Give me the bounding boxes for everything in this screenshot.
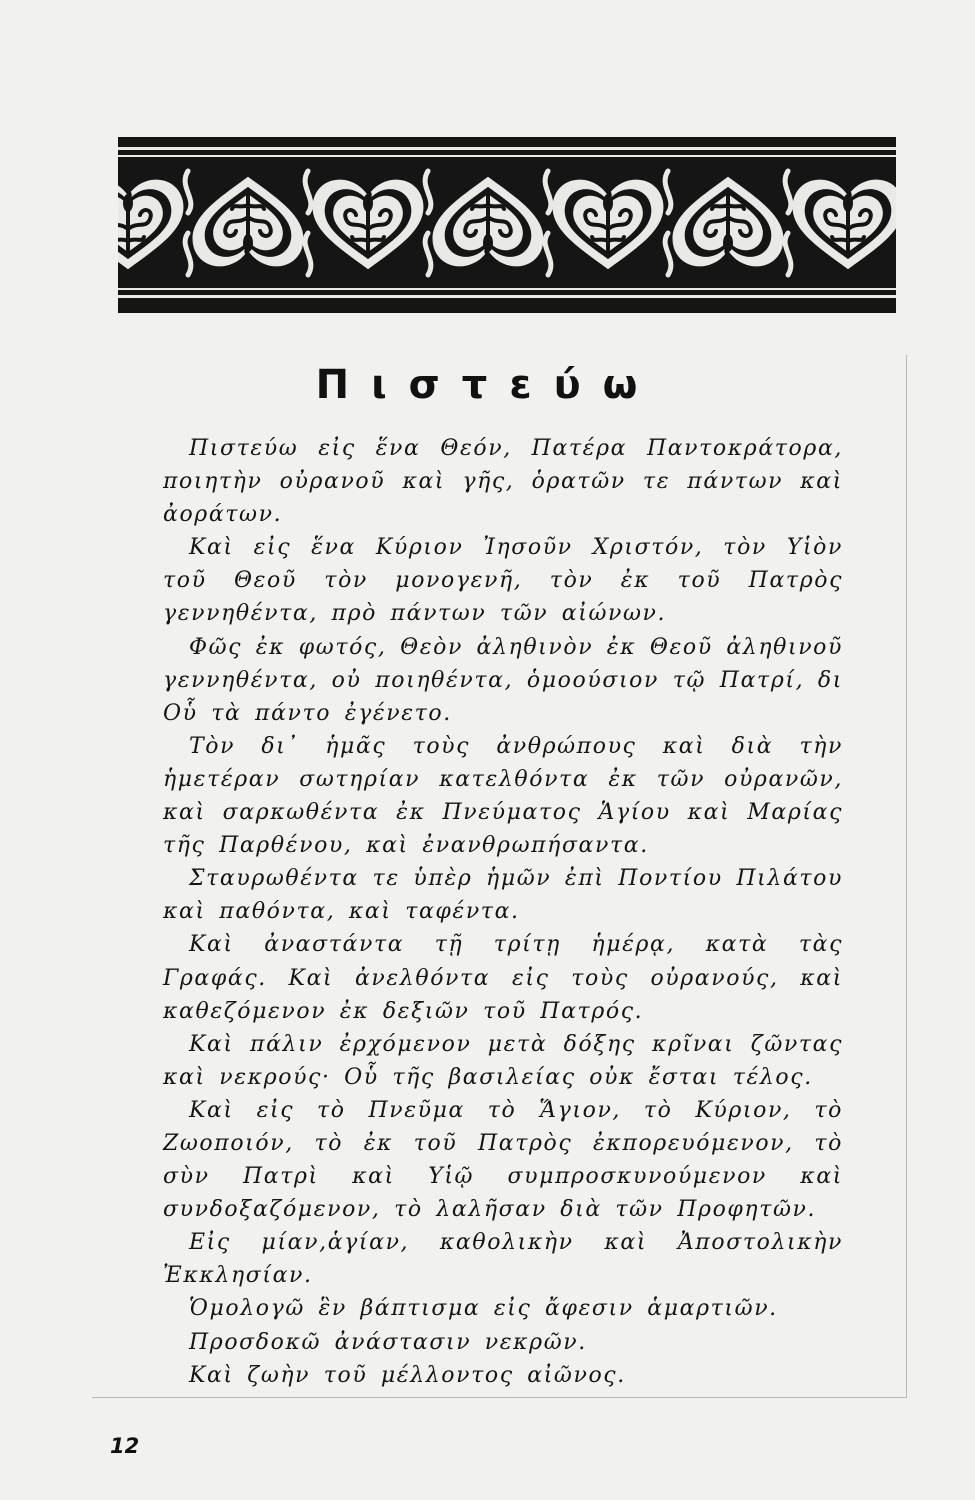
page-number: 12: [110, 1434, 140, 1458]
creed-paragraph: Καὶ ζωὴν τοῦ μέλλοντος αἰῶνος.: [189, 1362, 626, 1388]
creed-paragraph: Τὸν δι᾽ ἡμᾶς τοὺς ἀνθρώπους καὶ διὰ τὴν ἡμετέραν σωτηρίαν κατελθόντα ἐκ τῶν οὐρανῶν, καὶ σαρκωθέντα ἐκ Πνεύματος Ἁγίου καὶ Μαρίας τῆς Παρθένου, καὶ ἐνανθρωπήσαντα.: [163, 733, 843, 859]
ornamental-border: [118, 137, 896, 313]
heart-ornament-band: [118, 137, 896, 313]
creed-paragraph: Καὶ εἰς ἕνα Κύριον Ἰησοῦν Χριστόν, τὸν Υἱὸν τοῦ Θεοῦ τὸν μονογενῆ, τὸν ἐκ τοῦ Πατρὸς γεννηθέντα, πρὸ πάντων τῶν αἰώνων.: [163, 535, 843, 627]
creed-text: [163, 432, 843, 1392]
creed-paragraph: Ὁμολογῶ ἓν βάπτισμα εἰς ἄφεσιν ἁμαρτιῶν.: [189, 1296, 778, 1322]
creed-paragraph: Εἰς μίαν,ἁγίαν, καθολικὴν καὶ Ἀποστολικὴν Ἐκκλησίαν.: [163, 1230, 843, 1289]
creed-paragraph: Σταυρωθέντα τε ὑπὲρ ἡμῶν ἐπὶ Ποντίου Πιλάτου καὶ παθόντα, καὶ ταφέντα.: [163, 866, 843, 925]
creed-paragraph: Καὶ πάλιν ἐρχόμενον μετὰ δόξης κρῖναι ζῶντας καὶ νεκρούς· Οὗ τῆς βασιλείας οὐκ ἔσται τέλος.: [163, 1031, 843, 1090]
page-title: Πιστεύω: [315, 362, 660, 408]
creed-paragraph: Προσδοκῶ ἀνάστασιν νεκρῶν.: [189, 1329, 587, 1355]
creed-paragraph: Καὶ εἰς τὸ Πνεῦμα τὸ Ἅγιον, τὸ Κύριον, τὸ Ζωοποιόν, τὸ ἐκ τοῦ Πατρὸς ἐκπορευόμενον, τὸ σὺν Πατρὶ καὶ Υἱῷ συμπροσκυνούμενον καὶ συνδοξαζόμενον, τὸ λαλῆσαν διὰ τῶν Προφητῶν.: [163, 1097, 843, 1223]
creed-paragraph: Φῶς ἐκ φωτός, Θεὸν ἀληθινὸν ἐκ Θεοῦ ἀληθινοῦ γεννηθέντα, οὐ ποιηθέντα, ὁμοούσιον τῷ Πατρί, δι Οὗ τὰ πάντο ἐγένετο.: [163, 634, 843, 726]
creed-paragraph: Πιστεύω εἰς ἕνα Θεόν, Πατέρα Παντοκράτορα, ποιητὴν οὐρανοῦ καὶ γῆς, ὁρατῶν τε πάντων καὶ ἀοράτων.: [163, 436, 843, 528]
creed-paragraph: Καὶ ἀναστάντα τῇ τρίτῃ ἡμέρᾳ, κατὰ τὰς Γραφάς. Καὶ ἀνελθόντα εἰς τοὺς οὐρανούς, καὶ καθεζόμενον ἐκ δεξιῶν τοῦ Πατρός.: [163, 932, 843, 1024]
